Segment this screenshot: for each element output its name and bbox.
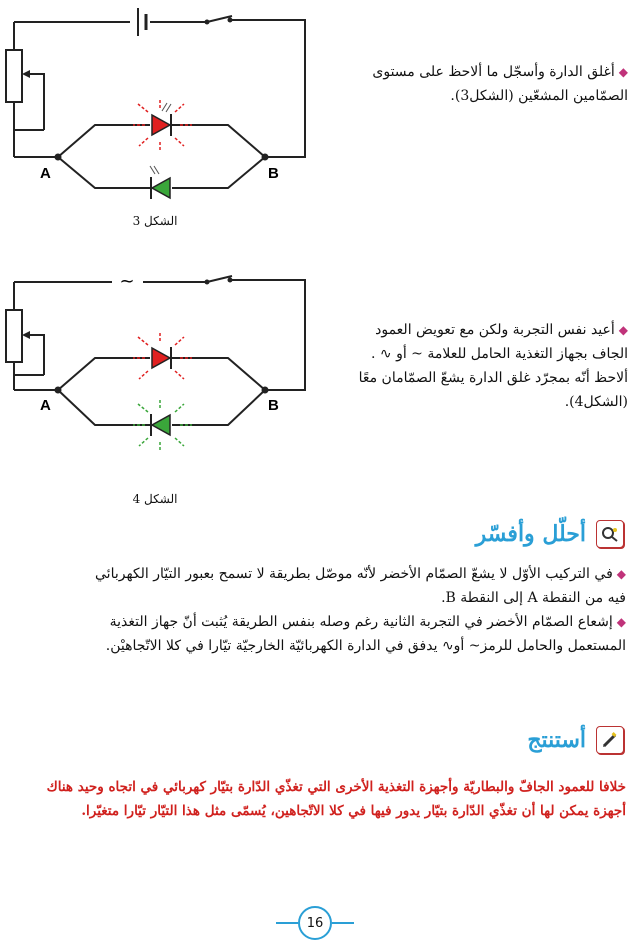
figure-3-circuit — [0, 0, 310, 240]
figure-3-caption: الشكل 3 — [132, 214, 178, 228]
diamond-bullet-icon: ◆ — [616, 567, 626, 581]
analyze-body: ◆في التركيب الأوّل لا يشعّ الصمّام الأخضر لأنّه موصّل بطريقة لا تسمح بعبور التيّار الكهربائي فيه من النقطة A إلى النقطة B. ◆إشعاع الصمّام الأخضر في التجربة الثانية رغم وصله بنفس الطريقة يُثبت أنّ جهاز التغذية المستعمل والحامل للرمز~ أو∿ يدفق في الدارة الكهربائيّة الخارجيّة تيّارا في كلا الاتّجاهيْن. — [95, 566, 626, 654]
figure-4-caption: الشكل 4 — [132, 492, 178, 506]
diamond-bullet-icon: ◆ — [616, 615, 626, 629]
node-a-label: A — [40, 397, 51, 414]
rheostat-symbol — [6, 310, 44, 375]
node-a-label: A — [40, 165, 51, 182]
paragraph-2: ◆أعيد نفس التجربة ولكن مع تعويض العمود الجاف بجهاز التغذية الحامل للعلامة ~ أو ∿ . ألاحظ أنّه بمجرّد غلق الدارة يشعّ الصمّامان معًا (الشكل4). — [358, 322, 628, 410]
conclude-header — [527, 726, 624, 754]
switch-symbol — [205, 16, 233, 25]
red-led-lit — [133, 331, 192, 379]
pen-icon — [596, 726, 624, 754]
magnifier-icon — [596, 520, 624, 548]
figure-4-circuit — [0, 265, 310, 495]
node-b-label: B — [268, 397, 279, 414]
green-led-off — [150, 166, 170, 199]
paragraph-1: ◆أغلق الدارة وأسجّل ما ألاحظ على مستوى الصمّامين المشعّين (الشكل3). — [372, 64, 628, 104]
pager-line-left — [276, 922, 298, 924]
analyze-header — [476, 520, 624, 548]
rheostat-symbol — [6, 50, 44, 130]
ac-supply-symbol: ~ — [119, 271, 135, 292]
diamond-bullet-icon: ◆ — [618, 65, 628, 79]
page-number-indicator — [276, 906, 354, 940]
analyze-title: أحلّل وأفسّر — [475, 521, 586, 547]
page-number: 16 — [298, 906, 332, 940]
pager-line-right — [332, 922, 354, 924]
conclude-title: أستنتج — [527, 727, 586, 753]
diamond-bullet-icon: ◆ — [618, 323, 628, 337]
switch-symbol — [205, 276, 233, 285]
battery-symbol — [138, 8, 146, 36]
node-b-label: B — [268, 165, 279, 182]
conclusion-text: خلافا للعمود الجافّ والبطاريّة وأجهزة التغذية الأخرى التي تغذّي الدّارة بتيّار كهربائي في اتجاه وحيد هناك أجهزة يمكن لها أن تغذّي الدّارة بتيّار يدور فيها في كلا الاتّجاهين، يُسمّى مثل هذا التيّار تيّارا متغيّرا. — [46, 779, 626, 819]
